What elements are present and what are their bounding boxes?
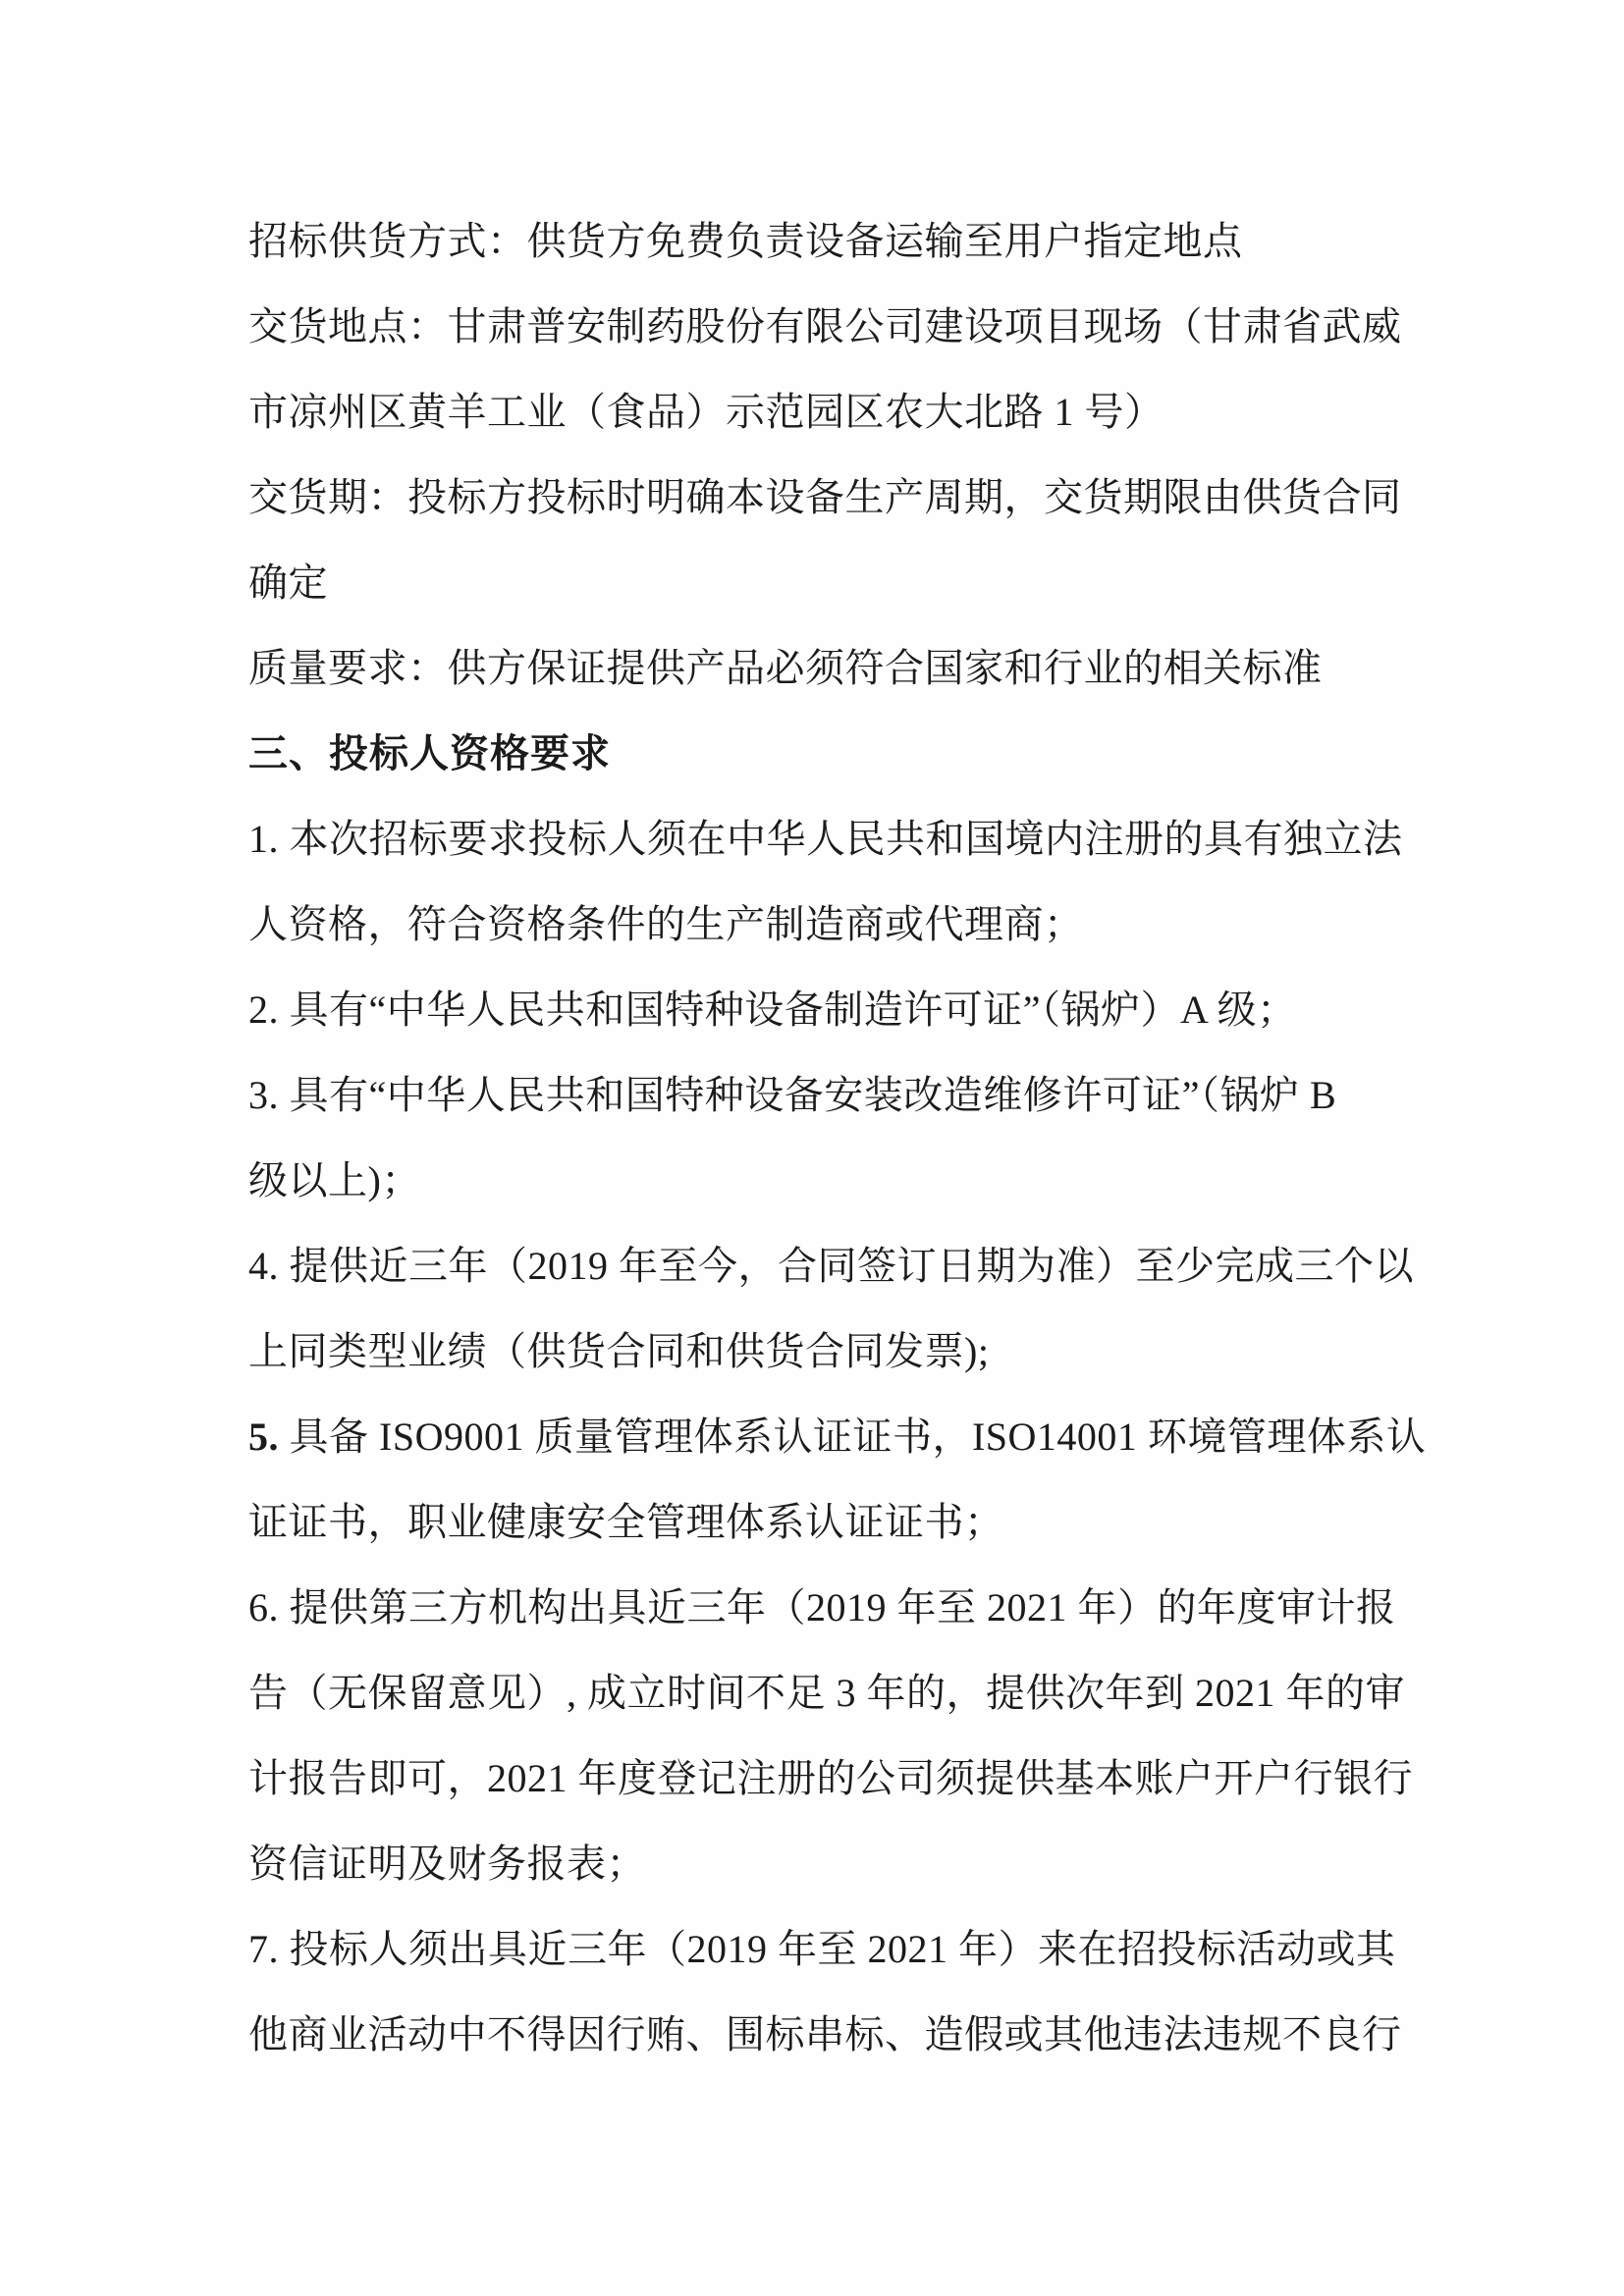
line-item6-part2: 告（无保留意见）, 成立时间不足 3 年的，提供次年到 2021 年的审 [248,1671,1405,1715]
line-supply-method: 招标供货方式：供货方免费负责设备运输至用户指定地点 [248,219,1243,263]
line-item6-part3: 计报告即可，2021 年度登记注册的公司须提供基本账户开户行银行 [248,1756,1413,1800]
item5-text: 具备 ISO9001 质量管理体系认证证书，ISO14001 环境管理体系认 [279,1415,1427,1459]
line-item3-part2: 级以上)； [248,1158,421,1202]
line-delivery-period-1: 交货期：投标方投标时明确本设备生产周期，交货期限由供货合同 [248,475,1402,519]
line-item1-part2: 人资格，符合资格条件的生产制造商或代理商； [248,902,1084,946]
line-quality-requirement: 质量要求：供方保证提供产品必须符合国家和行业的相关标准 [248,646,1323,690]
line-delivery-period-2: 确定 [248,561,328,605]
item5-bold-number: 5. [248,1415,279,1459]
line-item1-part1: 1. 本次招标要求投标人须在中华人民共和国境内注册的具有独立法 [248,817,1403,861]
line-item4-part1: 4. 提供近三年（2019 年至今，合同签订日期为准）至少完成三个以 [248,1244,1414,1288]
line-delivery-location-1: 交货地点：甘肃普安制药股份有限公司建设项目现场（甘肃省武威 [248,304,1402,348]
document-text-block [248,198,1427,2077]
line-item5-part2: 证证书，职业健康安全管理体系认证证书； [248,1500,1004,1544]
line-item7-part2: 他商业活动中不得因行贿、围标串标、造假或其他违法违规不良行 [248,2012,1402,2056]
line-item7-part1: 7. 投标人须出具近三年（2019 年至 2021 年）来在招投标活动或其 [248,1927,1396,1971]
line-item5-part1 [248,1394,1427,1479]
line-item3-part1: 3. 具有“中华人民共和国特种设备安装改造维修许可证”（锅炉 B [248,1073,1337,1117]
line-delivery-location-2: 市凉州区黄羊工业（食品）示范园区农大北路 1 号） [248,390,1164,434]
line-item6-part1: 6. 提供第三方机构出具近三年（2019 年至 2021 年）的年度审计报 [248,1585,1396,1629]
line-item2: 2. 具有“中华人民共和国特种设备制造许可证”（锅炉）A 级； [248,988,1297,1032]
line-item4-part2: 上同类型业绩（供货合同和供货合同发票); [248,1329,990,1373]
line-item6-part4: 资信证明及财务报表； [248,1842,646,1886]
section-heading-bidder-qualifications: 三、投标人资格要求 [248,731,611,775]
